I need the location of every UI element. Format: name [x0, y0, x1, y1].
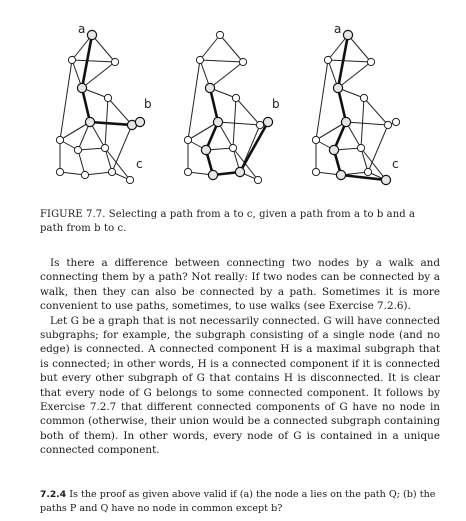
- graph-edge: [220, 35, 243, 62]
- path-node: [333, 83, 342, 92]
- path-edge: [338, 35, 348, 88]
- graph-node: [216, 31, 223, 38]
- paragraph-connected-component: Let G be a graph that is not necessarily connected. G will have connected subgraphs; for example, the subgraph consisting of a single node (and no edge) is connected. A connected component H is a maximal subgraph that is connected; in other words, H is a connected component if it is connected but every other subgraph of G that contains H is disconnected. It is clear that every node of G belongs to some connected component. It follows by Exercise 7.2.7 that different connected components of G have no node in common (otherwise, their union would be a connected subgraph containing both of them). In other words, every node of G is contained in a unique connected component.: [40, 314, 440, 457]
- exercise-7-2-4: [40, 488, 440, 515]
- path-edge: [210, 88, 218, 122]
- graph-node: [232, 94, 239, 101]
- graph-node: [256, 121, 263, 128]
- graph-node: [101, 144, 108, 151]
- graph-edge: [218, 122, 260, 125]
- node-label-b: b: [144, 97, 152, 111]
- path-node: [235, 167, 244, 176]
- graph-node: [384, 121, 391, 128]
- graph-node: [254, 176, 261, 183]
- node-label-c: c: [136, 157, 143, 171]
- node-label-a: a: [334, 22, 342, 36]
- path-node: [343, 30, 352, 39]
- panel-3: [312, 22, 399, 185]
- graph-node: [324, 56, 331, 63]
- path-edge: [338, 88, 346, 122]
- graph-edge: [364, 98, 388, 125]
- graph-node: [68, 56, 75, 63]
- graph-edge: [105, 148, 130, 180]
- graph-edge: [361, 148, 386, 180]
- graph-node: [357, 144, 364, 151]
- panel-2: [184, 31, 279, 183]
- panel-1: [56, 22, 151, 184]
- graph-node: [229, 144, 236, 151]
- path-node: [208, 170, 217, 179]
- graph-edge: [188, 60, 200, 140]
- exercise-text: Is the proof as given above valid if (a) the node a lies on the path Q; (b) the paths P and Q have no node in common except b?: [40, 489, 436, 514]
- path-edge: [90, 122, 132, 125]
- body-text: [40, 256, 440, 458]
- graph-node: [111, 58, 118, 65]
- path-node: [135, 117, 144, 126]
- graph-node: [364, 168, 371, 175]
- node-label-b: b: [272, 97, 280, 111]
- path-node: [336, 170, 345, 179]
- graph-edge: [92, 35, 115, 62]
- graph-node: [108, 168, 115, 175]
- graph-edge: [236, 98, 260, 125]
- graph-node: [56, 168, 63, 175]
- path-node: [85, 117, 94, 126]
- figure-7-7: [0, 0, 466, 200]
- node-label-c: c: [392, 157, 399, 171]
- graph-node: [184, 168, 191, 175]
- graph-node: [392, 118, 399, 125]
- path-node: [201, 145, 210, 154]
- graph-node: [74, 146, 81, 153]
- path-node: [329, 145, 338, 154]
- graph-edge: [200, 60, 243, 62]
- graph-node: [196, 56, 203, 63]
- graph-node: [360, 94, 367, 101]
- node-label-a: a: [78, 22, 86, 36]
- path-node: [87, 30, 96, 39]
- graph-edge: [60, 60, 72, 140]
- graph-edge: [328, 60, 371, 62]
- graph-edge: [72, 60, 115, 62]
- graph-edge: [368, 125, 388, 172]
- path-node: [213, 117, 222, 126]
- path-node: [77, 83, 86, 92]
- path-node: [205, 83, 214, 92]
- path-node: [263, 117, 272, 126]
- exercise-number: 7.2.4: [40, 489, 67, 500]
- path-edge: [240, 122, 268, 172]
- graph-node: [312, 136, 319, 143]
- figure-caption: FIGURE 7.7. Selecting a path from a to c, given a path from a to b and a path from b to c.: [40, 209, 416, 234]
- graph-node: [312, 168, 319, 175]
- path-edge: [82, 88, 90, 122]
- graph-edge: [316, 60, 328, 140]
- graph-node: [81, 171, 88, 178]
- graph-edge: [348, 35, 371, 62]
- path-node: [341, 117, 350, 126]
- path-edge: [82, 35, 92, 88]
- graph-node: [56, 136, 63, 143]
- graph-figure: [0, 0, 466, 200]
- graph-node: [239, 58, 246, 65]
- path-node: [381, 175, 390, 184]
- graph-node: [126, 176, 133, 183]
- graph-edge: [112, 125, 132, 172]
- graph-edge: [210, 62, 243, 88]
- graph-node: [104, 94, 111, 101]
- graph-edge: [108, 98, 132, 125]
- graph-edge: [60, 122, 90, 140]
- paragraph-walk-vs-path: Is there a difference between connecting two nodes by a walk and connecting them by a path? Not really: If two nodes can be connected by a walk, then they can also be connected by a path. Sometimes it is more convenient to use paths, sometimes, to use walks (see Exercise 7.2.6).: [40, 257, 440, 313]
- graph-edge: [200, 35, 220, 60]
- graph-edge: [346, 122, 388, 125]
- graph-node: [367, 58, 374, 65]
- graph-node: [184, 136, 191, 143]
